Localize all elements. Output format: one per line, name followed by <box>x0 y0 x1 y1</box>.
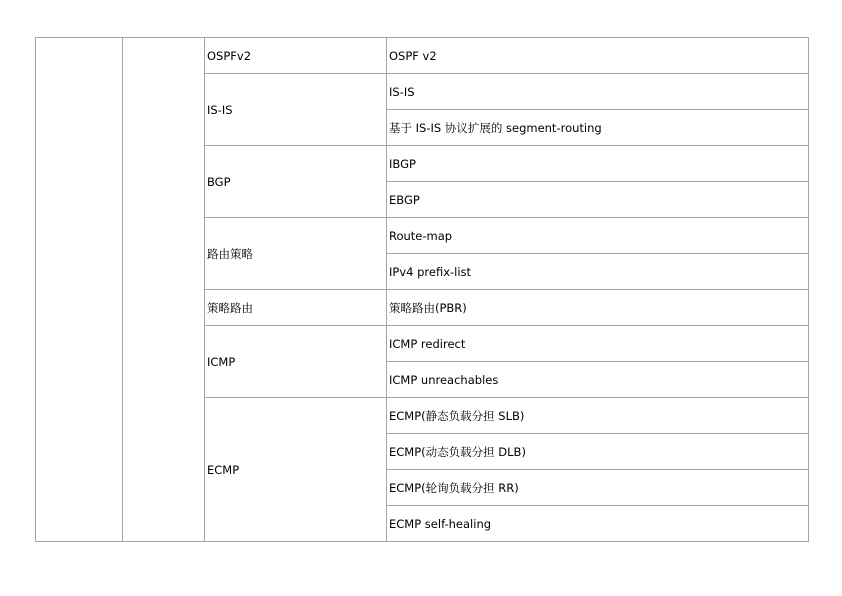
detail-cell: 基于 IS-IS 协议扩展的 segment-routing <box>387 110 809 146</box>
detail-cell: ECMP(轮询负载分担 RR) <box>387 470 809 506</box>
detail-cell: EBGP <box>387 182 809 218</box>
table-row <box>36 38 809 74</box>
detail-cell: IBGP <box>387 146 809 182</box>
detail-cell: ICMP redirect <box>387 326 809 362</box>
feature-cell-isis: IS-IS <box>205 74 387 146</box>
feature-cell-ospfv2: OSPFv2 <box>205 38 387 74</box>
detail-cell: Route-map <box>387 218 809 254</box>
feature-cell-ecmp: ECMP <box>205 398 387 542</box>
detail-cell: ECMP self-healing <box>387 506 809 542</box>
category-cell <box>36 38 123 542</box>
detail-cell: OSPF v2 <box>387 38 809 74</box>
detail-cell: ECMP(动态负载分担 DLB) <box>387 434 809 470</box>
detail-cell: 策略路由(PBR) <box>387 290 809 326</box>
feature-cell-bgp: BGP <box>205 146 387 218</box>
subcategory-cell <box>123 38 205 542</box>
detail-cell: IPv4 prefix-list <box>387 254 809 290</box>
feature-spec-table <box>35 37 809 542</box>
feature-cell-route-policy: 路由策略 <box>205 218 387 290</box>
feature-cell-pbr: 策略路由 <box>205 290 387 326</box>
feature-cell-icmp: ICMP <box>205 326 387 398</box>
detail-cell: IS-IS <box>387 74 809 110</box>
detail-cell: ECMP(静态负载分担 SLB) <box>387 398 809 434</box>
detail-cell: ICMP unreachables <box>387 362 809 398</box>
